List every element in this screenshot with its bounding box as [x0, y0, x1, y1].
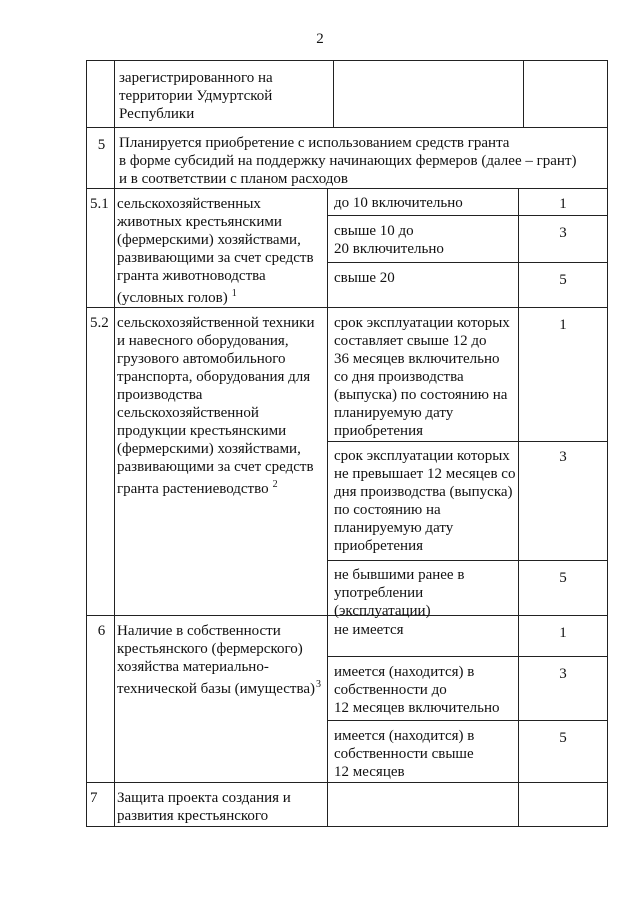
row-number: 6: [97, 623, 106, 639]
options-column: [328, 616, 608, 782]
criterion-text: Планируется приобретение с использованием средств гранта в форме субсидий на поддержку начинающих фермеров (далее – грант) и в соответствии с планом расходов: [119, 135, 577, 187]
option-score: 3: [559, 225, 567, 241]
criterion-text: Наличие в собственности крестьянского (фермерского) хозяйства материально- технической базы (имущества): [117, 623, 315, 697]
table-row: [86, 128, 608, 189]
row-number: 5.2: [90, 315, 109, 331]
option-score: 5: [559, 272, 567, 288]
option-text: не бывшими ранее в употреблении (эксплуатации): [334, 567, 465, 619]
criterion-cell: [117, 189, 325, 307]
option-score: 1: [559, 196, 567, 212]
option-text: до 10 включительно: [334, 195, 463, 211]
criterion-cell: [117, 308, 327, 615]
option-row: [328, 189, 608, 216]
row-number: 5: [97, 137, 106, 153]
options-column: [328, 189, 608, 307]
criterion-text: сельскохозяйственной техники и навесного оборудования, грузового автомобильного транспорта, оборудования для производства сельскохозяйственной продукции крестьянскими (фермерскими) хозяйствами, развивающими за счет средств гранта растениеводство: [117, 315, 315, 497]
option-row: [328, 442, 608, 561]
option-row: [328, 721, 608, 782]
table-row: [86, 783, 608, 827]
option-text: свыше 20: [334, 270, 395, 286]
criterion-text: сельскохозяйственных животных крестьянскими (фермерскими) хозяйствами, развивающими за счет средств гранта животноводства (условных голов): [117, 196, 314, 306]
option-row: [328, 308, 608, 442]
option-text: срок эксплуатации которых не превышает 12 месяцев со дня производства (выпуска) по состоянию на планируемую дату приобретения: [334, 448, 516, 554]
option-row: [328, 616, 608, 657]
page-number: 2: [316, 31, 324, 47]
row-number: 5.1: [90, 196, 109, 212]
table-row: [86, 616, 608, 783]
option-score: 3: [559, 666, 567, 682]
option-text: имеется (находится) в собственности до 12 месяцев включительно: [334, 664, 500, 716]
footnote-mark: 1: [231, 288, 237, 299]
table-row: [86, 60, 608, 128]
criterion-cell: [117, 616, 327, 782]
footnote-mark: 3: [316, 679, 321, 690]
criterion-text: Защита проекта создания и развития крестьянского: [117, 790, 291, 824]
option-score: 5: [559, 570, 567, 586]
criterion-text: зарегистрированного на территории Удмуртской Республики: [119, 70, 273, 122]
table-row: [86, 308, 608, 619]
footnote-mark: 2: [272, 479, 278, 490]
option-row: [328, 657, 608, 721]
option-text: имеется (находится) в собственности свыше 12 месяцев: [334, 728, 475, 780]
option-row: [328, 561, 608, 619]
option-score: 1: [559, 317, 567, 333]
option-text: срок эксплуатации которых составляет свыше 12 до 36 месяцев включительно со дня производства (выпуска) по состоянию на планируемую дату приобретения: [334, 315, 510, 439]
row-number: 7: [90, 790, 98, 806]
option-score: 5: [559, 730, 567, 746]
option-row: [328, 216, 608, 263]
option-score: 1: [559, 625, 567, 641]
option-text: не имеется: [334, 622, 404, 638]
option-row: [328, 263, 608, 307]
options-column: [328, 308, 608, 619]
option-score: 3: [559, 449, 567, 465]
table-row: [86, 189, 608, 308]
option-text: свыше 10 до 20 включительно: [334, 223, 444, 257]
criteria-table: [86, 60, 608, 827]
